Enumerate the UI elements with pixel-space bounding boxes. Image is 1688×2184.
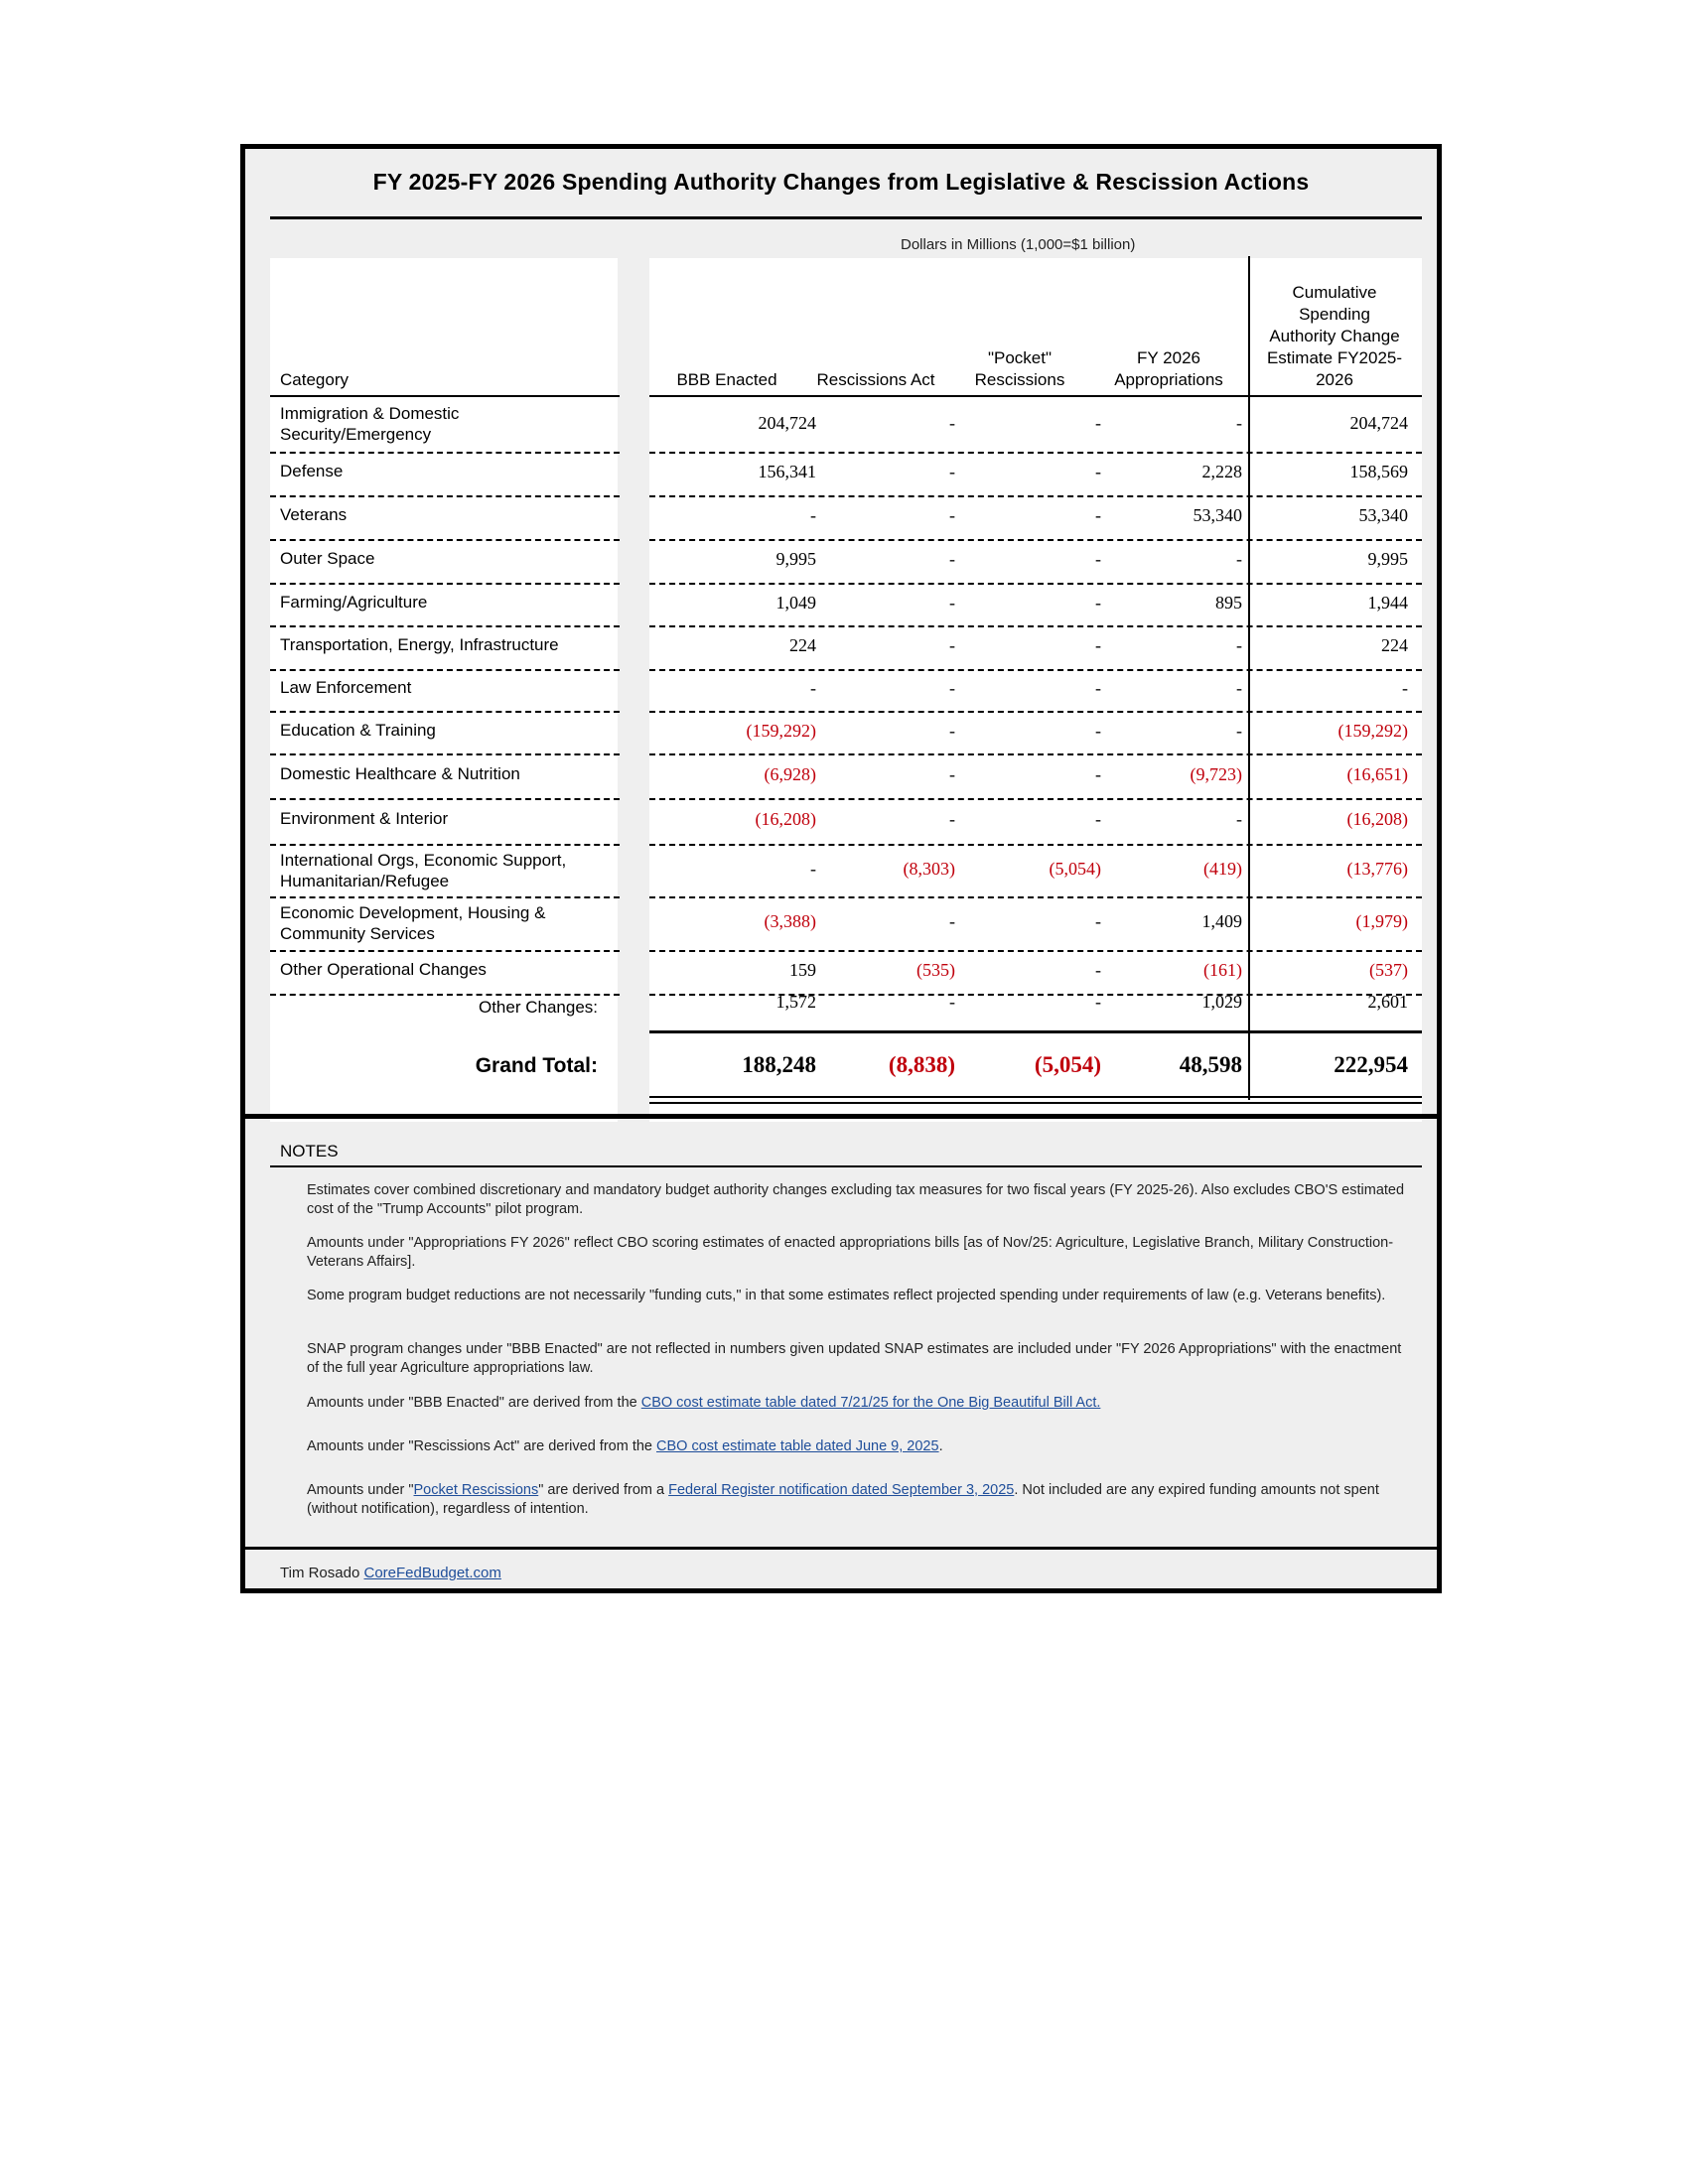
cell-fy26: -: [1236, 413, 1242, 433]
footer: [280, 1565, 501, 1581]
table-row: [270, 669, 1422, 711]
grand-total-pocket: (5,054): [1034, 1052, 1101, 1077]
cell-bbb: 204,724: [758, 413, 816, 433]
cell-pocket: -: [1095, 593, 1101, 613]
cell-cum: 158,569: [1349, 462, 1408, 481]
cell-cum: (16,651): [1346, 764, 1408, 784]
cell-pocket: -: [1095, 505, 1101, 525]
note-4: SNAP program changes under "BBB Enacted" are not reflected in numbers given updated SNAP estimates are included under "FY 2026 Appropriations" with the enactment of the full year Agriculture appropriations law.: [307, 1341, 1402, 1376]
note-2: Amounts under "Appropriations FY 2026" reflect CBO scoring estimates of enacted appropriations bills [as of Nov/25: Agriculture, Legislative Branch, Military Construction-Veterans Affairs].: [307, 1235, 1394, 1270]
cell-cum: 1,944: [1367, 593, 1408, 613]
notes-title: NOTES: [280, 1142, 339, 1160]
cell-resc: (535): [916, 960, 955, 980]
cell-resc: -: [949, 911, 955, 931]
cell-bbb: 1,049: [775, 593, 816, 613]
cell-resc: -: [949, 721, 955, 741]
cell-bbb: (3,388): [764, 911, 816, 931]
grand-total-cumulative: 222,954: [1334, 1052, 1408, 1077]
cell-resc: -: [949, 764, 955, 784]
cell-cum: -: [1402, 678, 1408, 698]
note-3: Some program budget reductions are not necessarily "funding cuts," in that some estimates reflect projected spending under requirements of law (e.g. Veterans benefits).: [307, 1288, 1386, 1303]
cell-pocket: -: [1095, 721, 1101, 741]
table-row: [270, 583, 1422, 625]
grand-total-rescissions: (8,838): [888, 1052, 955, 1077]
table-row: [270, 896, 1422, 950]
cell-bbb: 9,995: [775, 549, 816, 569]
cell-cum: (159,292): [1337, 721, 1408, 741]
row-category-label: Veterans: [280, 505, 348, 524]
cell-resc: -: [949, 678, 955, 698]
table-row: [270, 753, 1422, 798]
cell-fy26: 1,409: [1201, 911, 1242, 931]
pocket-rescissions-link[interactable]: Pocket Rescissions: [413, 1482, 539, 1498]
other-changes-bbb: 1,572: [775, 992, 816, 1012]
cell-pocket: -: [1095, 911, 1101, 931]
total-rule-top: [649, 1030, 1422, 1033]
cell-fy26: 53,340: [1193, 505, 1242, 525]
row-category-label: International Orgs, Economic Support, Humanitarian/Refugee: [280, 851, 567, 890]
cell-cum: (1,979): [1355, 911, 1408, 931]
other-changes-cumulative: 2,601: [1367, 992, 1408, 1012]
cell-bbb: 224: [789, 635, 816, 655]
header-bbb: BBB Enacted: [676, 370, 777, 389]
cell-fy26: -: [1236, 549, 1242, 569]
note-6: Amounts under "Rescissions Act" are derived from the CBO cost estimate table dated June 9, 2025.: [307, 1438, 943, 1454]
other-changes-label: Other Changes:: [478, 998, 598, 1017]
cell-pocket: -: [1095, 635, 1101, 655]
table-row: [270, 397, 1422, 452]
cell-fy26: (419): [1203, 859, 1242, 879]
header-rescissions: Rescissions Act: [816, 370, 935, 389]
cell-pocket: -: [1095, 462, 1101, 481]
cell-fy26: 2,228: [1201, 462, 1242, 481]
note-5: Amounts under "BBB Enacted" are derived from the CBO cost estimate table dated 7/21/25 for the One Big Beautiful Bill Act.: [307, 1395, 1101, 1411]
cell-cum: 204,724: [1349, 413, 1408, 433]
cell-bbb: -: [810, 678, 816, 698]
cell-cum: 53,340: [1358, 505, 1408, 525]
grand-total-bbb: 188,248: [742, 1052, 816, 1077]
row-category-label: Defense: [280, 462, 344, 480]
row-category-label: Immigration & Domestic Security/Emergency: [280, 404, 460, 444]
cell-resc: -: [949, 809, 955, 829]
table-row: [270, 539, 1422, 583]
table-row: [270, 798, 1422, 844]
cell-cum: 9,995: [1367, 549, 1408, 569]
cell-pocket: -: [1095, 678, 1101, 698]
table-row: [270, 844, 1422, 896]
header-fy2026: FY 2026 Appropriations: [1114, 348, 1223, 389]
cell-bbb: (6,928): [764, 764, 816, 784]
cell-cum: (16,208): [1346, 809, 1408, 829]
note-7: Amounts under "Pocket Rescissions" are derived from a Federal Register notification dated September 3, 2025. Not included are any expired funding amounts not spent (without notification), regardless of intention.: [307, 1482, 1379, 1517]
notes-title-rule: [270, 1165, 1422, 1167]
federal-register-link[interactable]: Federal Register notification dated September 3, 2025: [668, 1482, 1015, 1498]
other-changes-fy2026: 1,029: [1201, 992, 1242, 1012]
cell-pocket: -: [1095, 809, 1101, 829]
grand-total-fy2026: 48,598: [1179, 1052, 1242, 1077]
total-rule-bottom-2: [649, 1102, 1422, 1104]
cell-resc: -: [949, 635, 955, 655]
cell-pocket: -: [1095, 764, 1101, 784]
cell-fy26: -: [1236, 678, 1242, 698]
cell-resc: -: [949, 505, 955, 525]
cell-cum: (537): [1369, 960, 1408, 980]
cell-cum: (13,776): [1346, 859, 1408, 879]
report-frame: [240, 144, 1442, 1593]
grand-total-label: Grand Total:: [475, 1054, 598, 1077]
cell-fy26: 895: [1215, 593, 1242, 613]
notes-divider: [245, 1114, 1437, 1119]
units-note: Dollars in Millions (1,000=$1 billion): [901, 236, 1136, 253]
header-cumulative: Cumulative Spending Authority Change Estimate FY2025- 2026: [1266, 283, 1403, 389]
cell-bbb: 156,341: [758, 462, 816, 481]
footer-site-link[interactable]: CoreFedBudget.com: [363, 1565, 501, 1581]
header-pocket: "Pocket" Rescissions: [974, 348, 1065, 389]
row-category-label: Transportation, Energy, Infrastructure: [280, 635, 559, 654]
cell-pocket: (5,054): [1049, 859, 1101, 879]
cell-resc: (8,303): [903, 859, 955, 879]
row-category-label: Education & Training: [280, 721, 436, 740]
cell-cum: 224: [1381, 635, 1408, 655]
cell-pocket: -: [1095, 960, 1101, 980]
table-row: [270, 452, 1422, 495]
other-changes-row: [270, 988, 1422, 1027]
total-rule-bottom-1: [649, 1096, 1422, 1098]
cell-fy26: -: [1236, 721, 1242, 741]
cell-resc: -: [949, 413, 955, 433]
cell-resc: -: [949, 549, 955, 569]
footer-author: Tim Rosado: [280, 1565, 360, 1581]
cell-fy26: -: [1236, 809, 1242, 829]
cbo-rescissions-link[interactable]: CBO cost estimate table dated June 9, 2025: [656, 1438, 939, 1454]
cell-bbb: -: [810, 505, 816, 525]
row-category-label: Outer Space: [280, 549, 375, 568]
table-row: [270, 625, 1422, 669]
cell-fy26: (161): [1203, 960, 1242, 980]
header-category: Category: [280, 370, 349, 389]
cell-bbb: (159,292): [746, 721, 816, 741]
row-category-label: Law Enforcement: [280, 678, 412, 697]
cell-fy26: (9,723): [1190, 764, 1242, 784]
cell-pocket: -: [1095, 549, 1101, 569]
cell-resc: -: [949, 593, 955, 613]
grand-total-row: [270, 1034, 1422, 1094]
cell-bbb: 159: [789, 960, 816, 980]
cbo-bbb-link[interactable]: CBO cost estimate table dated 7/21/25 for the One Big Beautiful Bill Act.: [640, 1395, 1101, 1411]
other-changes-pocket: -: [1095, 992, 1101, 1012]
cell-pocket: -: [1095, 413, 1101, 433]
row-category-label: Domestic Healthcare & Nutrition: [280, 764, 520, 783]
table-row: [270, 711, 1422, 753]
row-category-label: Environment & Interior: [280, 809, 449, 828]
row-category-label: Farming/Agriculture: [280, 593, 428, 612]
other-changes-rescissions: -: [949, 992, 955, 1012]
title-divider: [270, 216, 1422, 219]
table-row: [270, 495, 1422, 539]
row-category-label: Other Operational Changes: [280, 960, 487, 979]
cell-fy26: -: [1236, 635, 1242, 655]
row-category-label: Economic Development, Housing & Community Services: [280, 903, 546, 943]
note-1: Estimates cover combined discretionary and mandatory budget authority changes excluding tax measures for two fiscal years (FY 2025-26). Also excludes CBO'S estimated cost of the "Trump Accounts" pilot program.: [307, 1182, 1405, 1217]
cell-resc: -: [949, 462, 955, 481]
report-title: FY 2025-FY 2026 Spending Authority Changes from Legislative & Rescission Actions: [372, 169, 1310, 195]
cell-bbb: -: [810, 859, 816, 879]
footer-divider: [245, 1547, 1437, 1550]
cell-bbb: (16,208): [755, 809, 816, 829]
